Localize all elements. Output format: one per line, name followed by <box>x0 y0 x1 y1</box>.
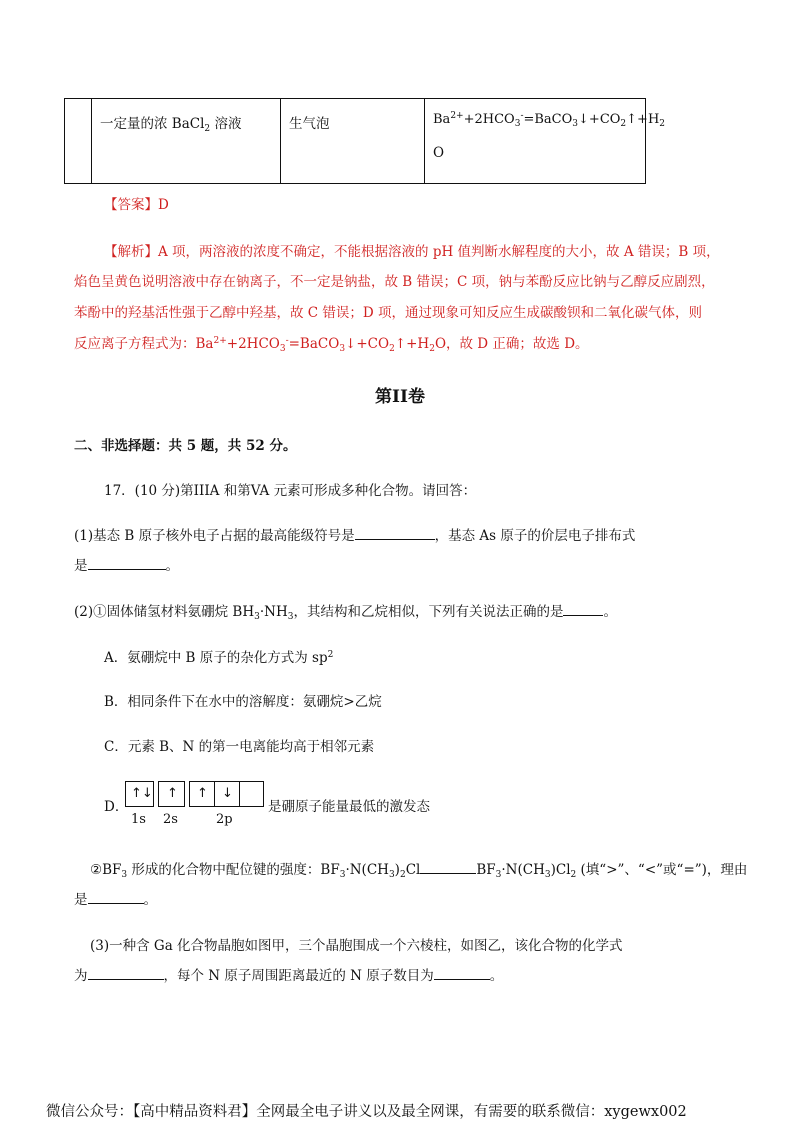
answer-blank[interactable] <box>563 603 603 616</box>
electron-arrows-1s: ↑↓ <box>131 786 153 801</box>
table-divider <box>280 99 281 183</box>
option-c: C．元素 B、N 的第一电离能均高于相邻元素 <box>104 739 375 755</box>
table-equation-cell: $Ba^{2+}+2HCO_3^-=BaCO_3↓+CO_2↑+H_2$ <box>433 111 666 129</box>
table-divider <box>424 99 425 183</box>
footer-ad: 微信公众号：【高中精品资料君】全网最全电子讲义以及最全网课，有需要的联系微信：xygewx002 <box>46 1104 687 1120</box>
table-divider <box>91 99 92 183</box>
q17-part3-line1: (3)一种含 Ga 化合物晶胞如图甲，三个晶胞围成一个六棱柱，如图乙，该化合物的化学式 <box>90 938 623 954</box>
q17-part3-line2: 为 ，每个 N 原子周围距离最近的 N 原子数目为 。 <box>74 968 504 984</box>
analysis-line-3: 苯酚中的羟基活性强于乙醇中羟基，故 C 错误；D 项，通过现象可知反应生成碳酸钡和二氧化碳气体，则 <box>74 305 703 321</box>
option-b: B．相同条件下在水中的溶解度：氨硼烷>乙烷 <box>104 694 382 710</box>
table-reagent-cell: 一定量的浓 BaCl$_2$ 溶液 <box>100 116 242 134</box>
answer-label: 【答案】 <box>104 197 158 213</box>
option-d-text: 是硼原子能量最低的激发态 <box>268 799 430 815</box>
electron-arrow-2p-1: ↑ <box>197 786 208 801</box>
electron-arrow-2s: ↑ <box>167 786 178 801</box>
analysis-line-1: 【解析】A 项，两溶液的浓度不确定，不能根据溶液的 pH 值判断水解程度的大小，故 A 错误；B 项， <box>104 244 720 260</box>
orbital-label-1s: 1s <box>131 812 146 827</box>
answer-blank[interactable] <box>355 527 435 540</box>
q17-part1-line1: (1)基态 B 原子核外电子占据的最高能级符号是 ，基态 As 原子的价层电子排布式 <box>74 528 636 544</box>
analysis-line-2: 焰色呈黄色说明溶液中存在钠离子，不一定是钠盐，故 B 错误；C 项，钠与苯酚反应比钠与乙醇反应剧烈， <box>74 274 715 290</box>
q17-part2-line1: (2)①固体储氢材料氨硼烷 $BH_3\cdot NH_3$，其结构和乙烷相似，下列有关说法正确的是 。 <box>74 604 617 622</box>
orbital-label-2p: 2p <box>216 812 233 827</box>
answer-blank[interactable] <box>88 967 164 980</box>
analysis-line-4: 反应离子方程式为：$Ba^{2+}+2HCO_3^-=BaCO_3↓+CO_2↑+H_2O$，故 D 正确；故选 D。 <box>74 336 589 354</box>
answer-blank[interactable] <box>88 557 166 570</box>
question-17-stem: 17．(10 分)第IIIA 和第VA 元素可形成多种化合物。请回答： <box>104 483 477 499</box>
table-phenomenon-cell: 生气泡 <box>289 116 330 132</box>
q17-part2b-line1: $②BF_3$ 形成的化合物中配位键的强度：$BF_3\cdot N(CH_3)_2Cl$ $BF_3\cdot N(CH_3)Cl_2$ (填“>”、“<”或“=”)，理由 <box>90 862 748 880</box>
electron-arrow-2p-2: ↓ <box>222 786 233 801</box>
answer <box>104 193 169 213</box>
orbital-label-2s: 2s <box>163 812 178 827</box>
q17-part1-line2: 是 。 <box>74 558 179 574</box>
answer-blank[interactable] <box>88 891 144 904</box>
answer-blank[interactable] <box>420 861 476 874</box>
reaction-table <box>64 98 646 184</box>
volume-title: 第II卷 <box>375 387 425 407</box>
answer-value: D <box>158 197 169 213</box>
table-equation-cell-line2: O <box>433 145 445 161</box>
answer-blank[interactable] <box>434 967 490 980</box>
option-d-label: D． <box>104 799 129 815</box>
option-a: A．氨硼烷中 B 原子的杂化方式为 $sp^2$ <box>104 650 334 666</box>
q17-part2b-line2: 是 。 <box>74 892 157 908</box>
section-heading: 二、非选择题：共 5 题，共 52 分。 <box>74 438 297 454</box>
